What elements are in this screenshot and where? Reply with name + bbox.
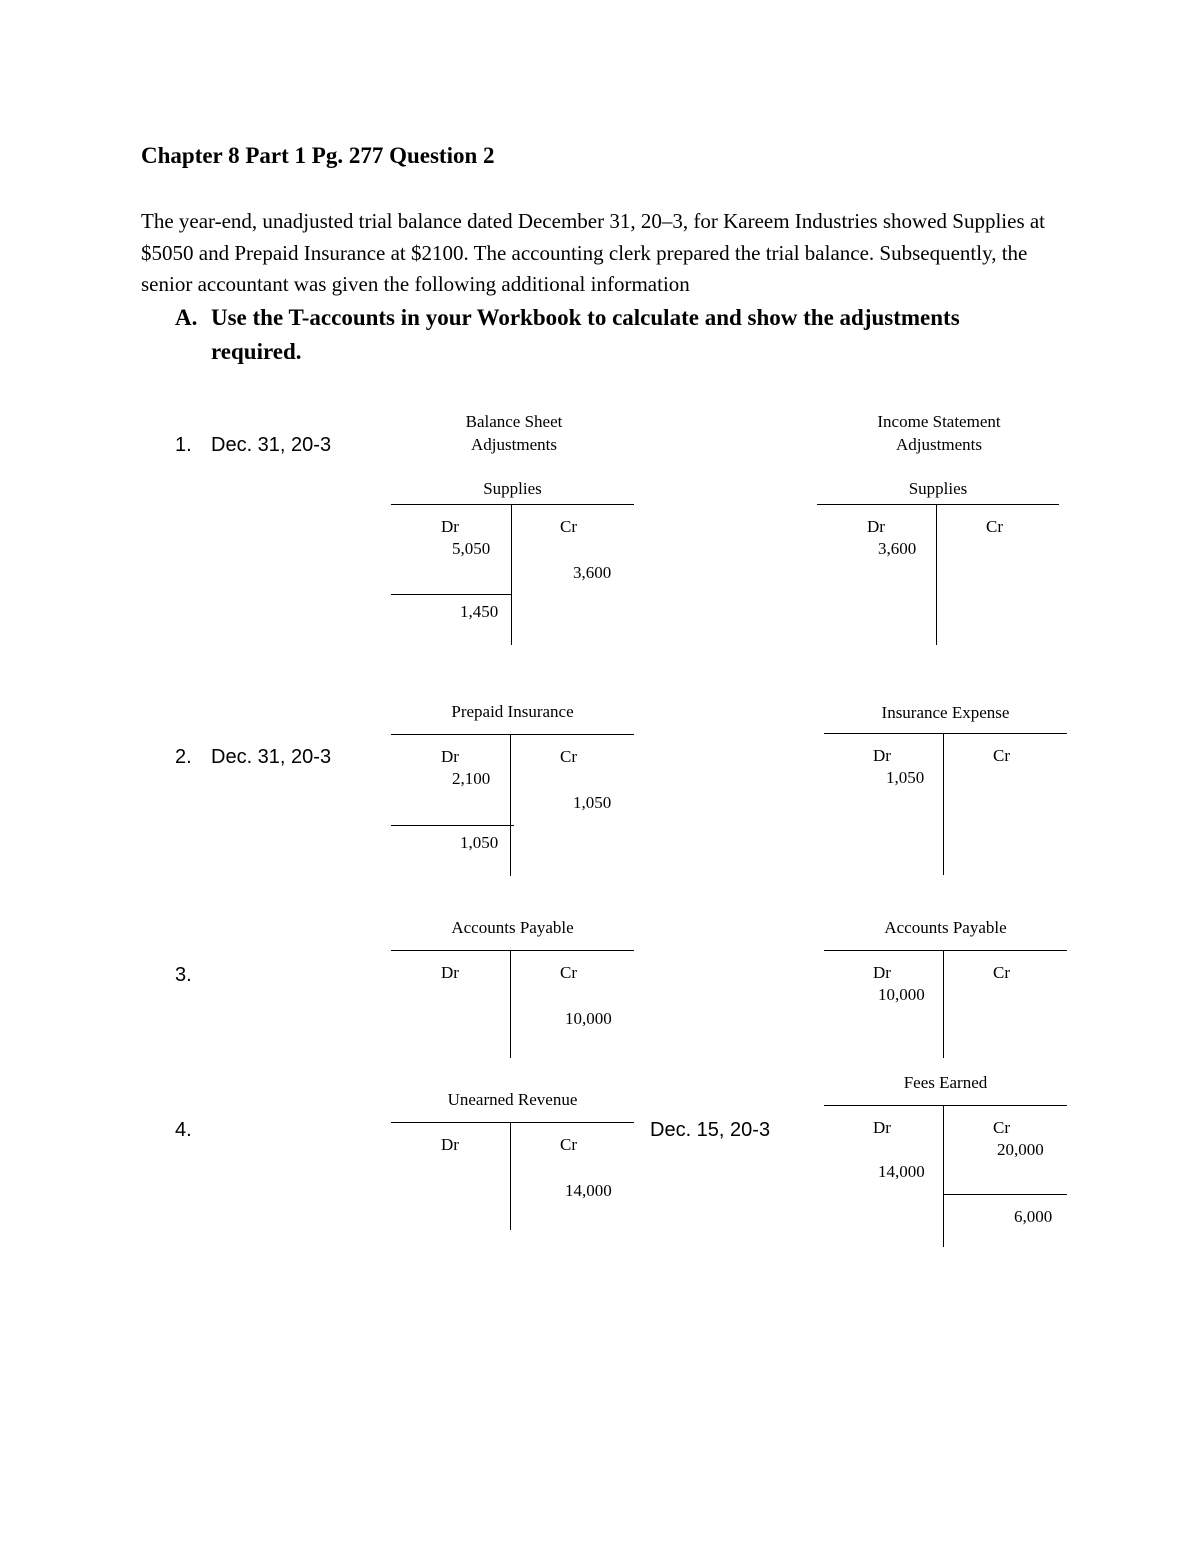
debit-amount: 5,050 (452, 539, 491, 558)
t-account-center-rule (943, 950, 944, 1058)
t-account-center-rule (511, 504, 512, 645)
credit-amount: 20,000 (997, 1140, 1044, 1159)
item-number: 1. (175, 434, 192, 456)
t-account-name: Accounts Payable (884, 918, 1007, 937)
balance-amount: 1,050 (460, 833, 499, 852)
t-account-center-rule (943, 1105, 944, 1247)
debit-amount: 2,100 (452, 769, 491, 788)
debit-amount: 3,600 (878, 539, 917, 558)
debit-amount: 10,000 (878, 985, 925, 1004)
t-account-name: Unearned Revenue (447, 1090, 578, 1109)
t-account-is-supplies (817, 479, 1059, 649)
t-account-center-rule (936, 504, 937, 645)
balance-rule (943, 1194, 1067, 1195)
item-number: 3. (175, 964, 192, 986)
credit-label: Cr (560, 747, 577, 766)
credit-label: Cr (993, 1118, 1010, 1137)
income-statement-heading: Income Statement Adjustments (877, 412, 1001, 454)
instruction-letter: A. (175, 305, 198, 330)
debit-label: Dr (867, 517, 885, 536)
t-account-name: Prepaid Insurance (451, 702, 574, 721)
t-account-top-rule (391, 1122, 634, 1123)
debit-label: Dr (873, 963, 891, 982)
t-account-top-rule (391, 950, 634, 951)
balance-amount: 1,450 (460, 602, 499, 621)
t-account-name: Supplies (908, 479, 968, 498)
credit-label: Cr (993, 963, 1010, 982)
debit-label: Dr (441, 963, 459, 982)
credit-amount: 10,000 (565, 1009, 612, 1028)
credit-label: Cr (560, 963, 577, 982)
t-account-center-rule (510, 734, 511, 876)
t-account-is-accounts-payable (824, 918, 1067, 1060)
credit-amount: 3,600 (573, 563, 612, 582)
t-account-top-rule (824, 950, 1067, 951)
problem-intro: The year-end, unadjusted trial balance dated December 31, 20–3, for Kareem Industries showed Supplies at $5050 and Prepaid Insurance at $2100. The accounting clerk prepared the trial balance. Subsequently, the senior accountant was given the following additional information (141, 209, 1046, 296)
balance-rule (391, 594, 512, 595)
t-account-name: Accounts Payable (451, 918, 574, 937)
t-account-top-rule (391, 504, 634, 505)
debit-label: Dr (441, 747, 459, 766)
t-account-top-rule (824, 1105, 1067, 1106)
debit-label: Dr (441, 1135, 459, 1154)
t-account-bs-unearned-revenue (391, 1090, 634, 1232)
balance-rule (391, 825, 514, 826)
debit-amount: 1,050 (886, 768, 925, 787)
debit-label: Dr (873, 1118, 891, 1137)
t-account-center-rule (510, 1122, 511, 1230)
item-number: 4. (175, 1119, 192, 1141)
t-account-center-rule (510, 950, 511, 1058)
page-title: Chapter 8 Part 1 Pg. 277 Question 2 (141, 143, 495, 168)
t-account-is-insurance-expense (824, 703, 1067, 879)
t-account-top-rule (817, 504, 1059, 505)
t-account-name: Supplies (483, 479, 542, 498)
t-account-name: Insurance Expense (881, 703, 1010, 722)
item-date: Dec. 31, 20-3 (211, 434, 332, 456)
item-date: Dec. 31, 20-3 (211, 746, 332, 768)
t-account-center-rule (943, 733, 944, 875)
t-account-bs-accounts-payable (391, 918, 634, 1060)
credit-amount: 14,000 (565, 1181, 612, 1200)
t-account-name: Fees Earned (903, 1073, 988, 1092)
t-account-bs-prepaid-insurance (391, 702, 634, 880)
t-account-top-rule (824, 733, 1067, 734)
t-account-is-fees-earned (824, 1073, 1067, 1249)
credit-amount: 1,050 (573, 793, 612, 812)
t-account-bs-supplies (391, 479, 634, 649)
balance-amount: 6,000 (1014, 1207, 1053, 1226)
t-account-top-rule (391, 734, 634, 735)
side-date: Dec. 15, 20-3 (650, 1119, 771, 1141)
credit-label: Cr (993, 746, 1010, 765)
debit-amount: 14,000 (878, 1162, 925, 1181)
debit-label: Dr (441, 517, 459, 536)
credit-label: Cr (986, 517, 1003, 536)
debit-label: Dr (873, 746, 891, 765)
item-number: 2. (175, 746, 192, 768)
credit-label: Cr (560, 517, 577, 536)
instruction-text: Use the T-accounts in your Workbook to calculate and show the adjustments required. (211, 305, 960, 364)
credit-label: Cr (560, 1135, 577, 1154)
balance-sheet-heading: Balance Sheet Adjustments (465, 412, 563, 454)
